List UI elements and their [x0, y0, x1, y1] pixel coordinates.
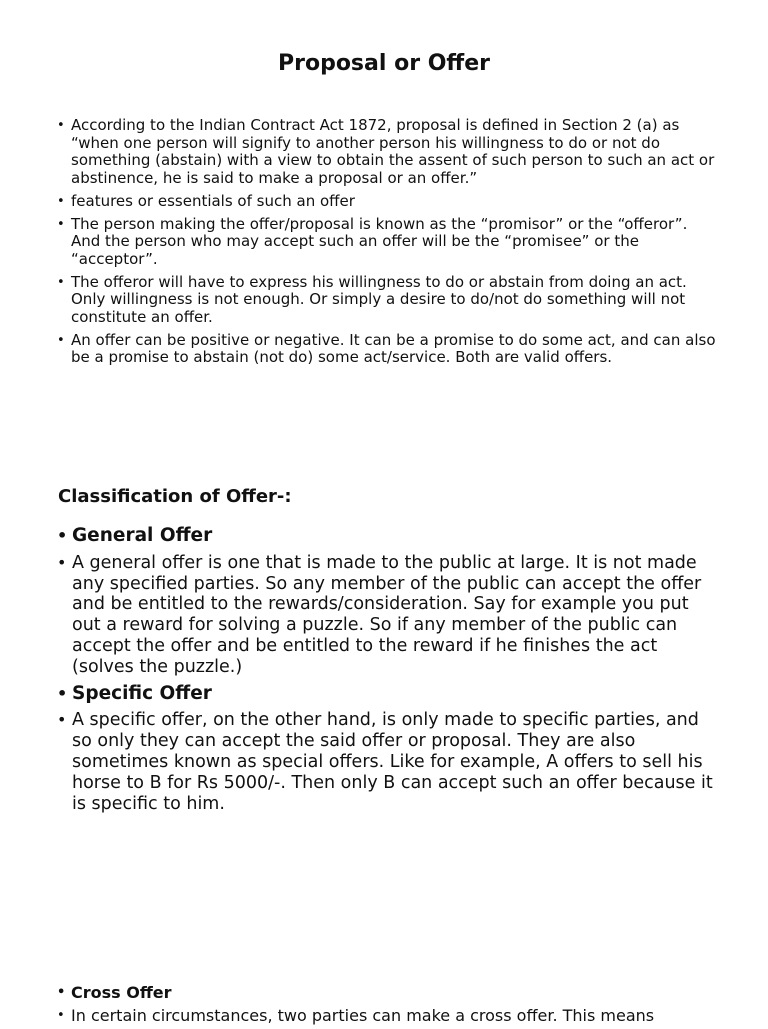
intro-bullet: • features or essentials of such an offer — [57, 193, 717, 211]
intro-bullet: • An offer can be positive or negative. It can be a promise to do some act, and can also be a promise to abstain (not do) some act/service. Both are valid offers. — [57, 332, 717, 367]
page-title: Proposal or Offer — [277, 51, 490, 76]
intro-bullet-list — [57, 117, 717, 372]
classification-list — [57, 526, 717, 820]
intro-bullet: • The person making the offer/proposal is known as the “promisor” or the “offeror”. And the person who may accept such an offer will be the “promisee” or the “acceptor”. — [57, 216, 717, 269]
classification-heading: Classification of Offer-: — [58, 486, 292, 507]
cross-offer-text: • In certain circumstances, two parties can make a cross offer. This means — [57, 1006, 737, 1025]
intro-bullet: • According to the Indian Contract Act 1872, proposal is defined in Section 2 (a) as “when one person will signify to another person his willingness to do or not do something (abstain) with a view to obtain the assent of such person to such an act or abstinence, he is said to make a proposal or an offer.” — [57, 117, 717, 187]
intro-bullet: • The offeror will have to express his willingness to do or abstain from doing an act. Only willingness is not enough. Or simply a desire to do/not do something will not constitute an offer. — [57, 274, 717, 327]
cross-offer-list — [57, 983, 737, 1029]
general-offer-title: • General Offer — [57, 526, 717, 547]
general-offer-text: • A general offer is one that is made to the public at large. It is not made any specified parties. So any member of the public can accept the offer and be entitled to the rewards/consideration. Say for example you put out a reward for solving a puzzle. So if any member of the public can accept the offer and be entitled to the reward if he finishes the act (solves the puzzle.) — [57, 553, 717, 678]
cross-offer-title: • Cross Offer — [57, 983, 737, 1002]
specific-offer-title: • Specific Offer — [57, 684, 717, 705]
specific-offer-text: • A specific offer, on the other hand, is only made to specific parties, and so only they can accept the said offer or proposal. They are also sometimes known as special offers. Like for example, A offers to sell his horse to B for Rs 5000/-. Then only B can accept such an offer because it is specific to him. — [57, 710, 717, 814]
